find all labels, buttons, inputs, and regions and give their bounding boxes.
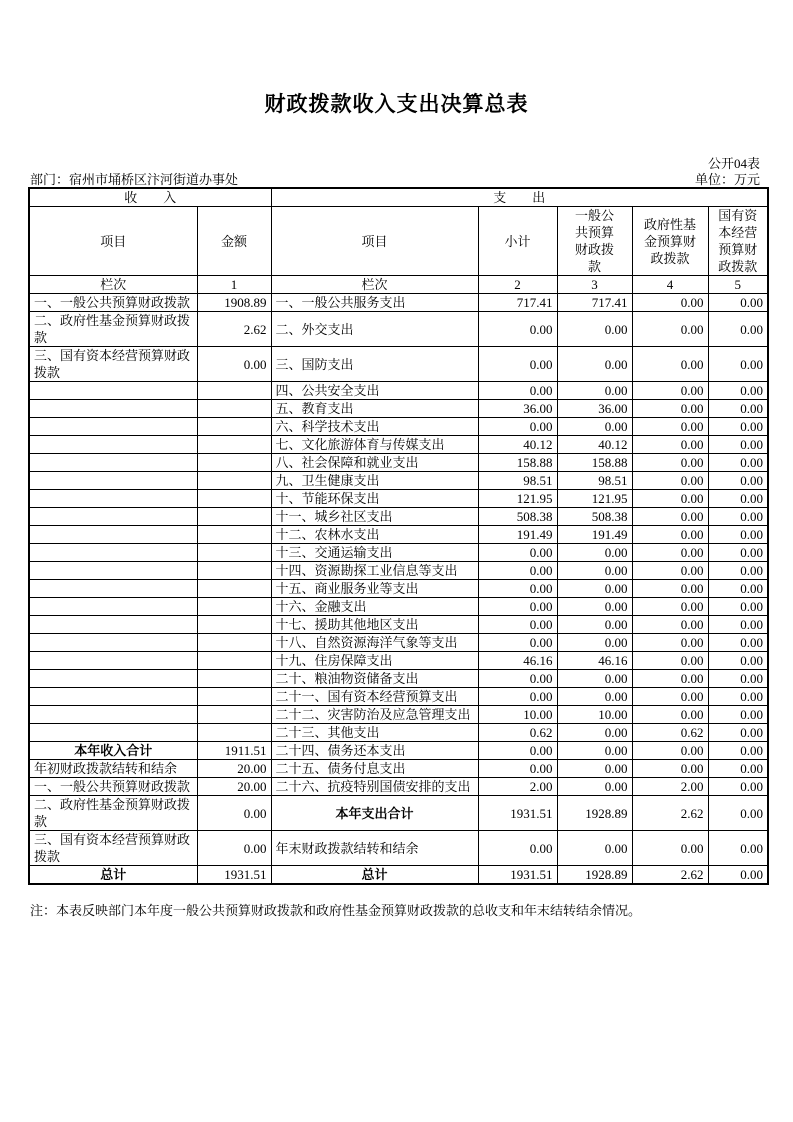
expense-header: 支 出 <box>271 188 768 207</box>
subtotal-value: 0.00 <box>478 634 557 652</box>
subtotal-value: 0.00 <box>478 382 557 400</box>
income-amount: 0.00 <box>197 831 271 866</box>
income-amount-header: 金额 <box>197 207 271 276</box>
table-row <box>29 831 768 866</box>
fund-budget-value: 0.00 <box>632 688 708 706</box>
state-capital-value: 0.00 <box>708 706 768 724</box>
income-item <box>29 526 197 544</box>
general-budget-value: 0.00 <box>557 742 632 760</box>
table-row <box>29 382 768 400</box>
general-budget-value: 0.00 <box>557 670 632 688</box>
col-3: 3 <box>557 276 632 294</box>
income-amount: 0.00 <box>197 347 271 382</box>
state-capital-value: 0.00 <box>708 742 768 760</box>
table-row <box>29 760 768 778</box>
table-row <box>29 706 768 724</box>
table-row <box>29 652 768 670</box>
fund-budget-value: 0.00 <box>632 562 708 580</box>
fund-budget-value: 0.00 <box>632 454 708 472</box>
expense-item: 二十四、债务还本支出 <box>271 742 478 760</box>
income-item: 三、国有资本经营预算财政拨款 <box>29 347 197 382</box>
general-budget-value: 121.95 <box>557 490 632 508</box>
income-amount <box>197 616 271 634</box>
table-row <box>29 508 768 526</box>
general-budget-value: 0.00 <box>557 312 632 347</box>
table-row <box>29 742 768 760</box>
fund-budget-value: 0.00 <box>632 508 708 526</box>
general-budget-value: 98.51 <box>557 472 632 490</box>
income-item: 二、政府性基金预算财政拨款 <box>29 312 197 347</box>
table-row <box>29 724 768 742</box>
income-amount <box>197 670 271 688</box>
state-capital-value: 0.00 <box>708 347 768 382</box>
income-item <box>29 652 197 670</box>
department-label: 部门：宿州市埇桥区汴河街道办事处 <box>30 172 239 187</box>
subtotal-value: 0.00 <box>478 562 557 580</box>
fund-budget-value: 0.00 <box>632 742 708 760</box>
subtotal-value: 0.00 <box>478 688 557 706</box>
state-capital-value: 0.00 <box>708 508 768 526</box>
subtotal-value: 0.00 <box>478 418 557 436</box>
fund-budget-value: 0.00 <box>632 670 708 688</box>
general-budget-value: 0.00 <box>557 831 632 866</box>
expense-item: 十、节能环保支出 <box>271 490 478 508</box>
form-number: 公开04表 <box>707 156 760 171</box>
state-capital-value: 0.00 <box>708 454 768 472</box>
income-item: 一、一般公共预算财政拨款 <box>29 294 197 312</box>
unit-label: 单位：万元 <box>694 172 760 187</box>
income-item <box>29 454 197 472</box>
subtotal-value: 0.00 <box>478 312 557 347</box>
income-amount <box>197 382 271 400</box>
state-capital-value: 0.00 <box>708 652 768 670</box>
state-capital-value: 0.00 <box>708 796 768 831</box>
fund-budget-value: 0.00 <box>632 634 708 652</box>
state-capital-value: 0.00 <box>708 616 768 634</box>
income-item <box>29 724 197 742</box>
general-budget-value: 1928.89 <box>557 796 632 831</box>
expense-item: 十八、自然资源海洋气象等支出 <box>271 634 478 652</box>
fund-budget-value: 0.00 <box>632 544 708 562</box>
table-row <box>29 616 768 634</box>
income-amount <box>197 580 271 598</box>
fund-budget-value: 0.00 <box>632 831 708 866</box>
table-row <box>29 454 768 472</box>
subtotal-value: 191.49 <box>478 526 557 544</box>
table-row <box>29 796 768 831</box>
income-header: 收 入 <box>29 188 271 207</box>
state-capital-value: 0.00 <box>708 778 768 796</box>
income-amount <box>197 544 271 562</box>
income-item <box>29 670 197 688</box>
expense-item: 十五、商业服务业等支出 <box>271 580 478 598</box>
col-5: 5 <box>708 276 768 294</box>
table-row <box>29 580 768 598</box>
income-item <box>29 472 197 490</box>
state-capital-value: 0.00 <box>708 526 768 544</box>
state-capital-value: 0.00 <box>708 598 768 616</box>
state-capital-value: 0.00 <box>708 382 768 400</box>
col-1: 1 <box>197 276 271 294</box>
state-capital-value: 0.00 <box>708 688 768 706</box>
income-amount <box>197 688 271 706</box>
income-item <box>29 508 197 526</box>
fund-budget-value: 0.00 <box>632 382 708 400</box>
expense-item: 十三、交通运输支出 <box>271 544 478 562</box>
subtotal-value: 0.00 <box>478 598 557 616</box>
expense-item: 七、文化旅游体育与传媒支出 <box>271 436 478 454</box>
fund-budget-value: 0.00 <box>632 347 708 382</box>
income-item <box>29 544 197 562</box>
expense-item: 八、社会保障和就业支出 <box>271 454 478 472</box>
col-2: 2 <box>478 276 557 294</box>
income-amount: 1931.51 <box>197 866 271 885</box>
income-amount <box>197 706 271 724</box>
income-amount <box>197 472 271 490</box>
fund-budget-value: 0.00 <box>632 598 708 616</box>
table-row <box>29 400 768 418</box>
budget-table <box>28 187 769 885</box>
general-budget-value: 0.00 <box>557 778 632 796</box>
fund-budget-value: 0.00 <box>632 400 708 418</box>
general-budget-value: 0.00 <box>557 382 632 400</box>
fund-budget-value: 0.00 <box>632 312 708 347</box>
expense-item: 三、国防支出 <box>271 347 478 382</box>
general-budget-value: 10.00 <box>557 706 632 724</box>
fund-budget-value: 0.00 <box>632 760 708 778</box>
fund-budget-value: 0.00 <box>632 616 708 634</box>
general-budget-value: 508.38 <box>557 508 632 526</box>
expense-item: 二十一、国有资本经营预算支出 <box>271 688 478 706</box>
income-item <box>29 562 197 580</box>
fund-budget-header: 政府性基金预算财政拨款 <box>632 207 708 276</box>
subtotal-value: 158.88 <box>478 454 557 472</box>
income-item <box>29 382 197 400</box>
expense-item: 二十五、债务付息支出 <box>271 760 478 778</box>
state-capital-value: 0.00 <box>708 760 768 778</box>
general-budget-value: 717.41 <box>557 294 632 312</box>
state-capital-value: 0.00 <box>708 831 768 866</box>
state-capital-value: 0.00 <box>708 580 768 598</box>
subtotal-value: 0.00 <box>478 544 557 562</box>
general-budget-value: 46.16 <box>557 652 632 670</box>
fund-budget-value: 0.00 <box>632 418 708 436</box>
general-budget-value: 0.00 <box>557 347 632 382</box>
income-item: 本年收入合计 <box>29 742 197 760</box>
expense-item: 十六、金融支出 <box>271 598 478 616</box>
column-header-row <box>29 207 768 276</box>
income-amount: 0.00 <box>197 796 271 831</box>
income-amount <box>197 418 271 436</box>
expense-item: 十四、资源勘探工业信息等支出 <box>271 562 478 580</box>
income-amount <box>197 454 271 472</box>
table-row <box>29 670 768 688</box>
expense-item: 五、教育支出 <box>271 400 478 418</box>
col-label: 栏次 <box>29 276 197 294</box>
subtotal-header: 小计 <box>478 207 557 276</box>
expense-item-header: 项目 <box>271 207 478 276</box>
general-budget-value: 0.00 <box>557 688 632 706</box>
general-budget-value: 0.00 <box>557 760 632 778</box>
table-row <box>29 472 768 490</box>
income-amount: 2.62 <box>197 312 271 347</box>
income-item: 二、政府性基金预算财政拨款 <box>29 796 197 831</box>
state-capital-value: 0.00 <box>708 562 768 580</box>
expense-item: 十二、农林水支出 <box>271 526 478 544</box>
income-amount <box>197 598 271 616</box>
table-row <box>29 866 768 885</box>
state-capital-value: 0.00 <box>708 490 768 508</box>
subtotal-value: 0.00 <box>478 831 557 866</box>
expense-item: 四、公共安全支出 <box>271 382 478 400</box>
income-item <box>29 598 197 616</box>
income-item: 总计 <box>29 866 197 885</box>
table-row <box>29 634 768 652</box>
state-capital-value: 0.00 <box>708 294 768 312</box>
income-item <box>29 400 197 418</box>
income-amount <box>197 508 271 526</box>
expense-item: 十一、城乡社区支出 <box>271 508 478 526</box>
income-item: 年初财政拨款结转和结余 <box>29 760 197 778</box>
income-item: 三、国有资本经营预算财政拨款 <box>29 831 197 866</box>
state-capital-value: 0.00 <box>708 472 768 490</box>
general-budget-value: 36.00 <box>557 400 632 418</box>
fund-budget-value: 2.00 <box>632 778 708 796</box>
subtotal-value: 0.00 <box>478 616 557 634</box>
fund-budget-value: 0.00 <box>632 526 708 544</box>
table-row <box>29 347 768 382</box>
expense-item: 本年支出合计 <box>271 796 478 831</box>
income-amount <box>197 724 271 742</box>
state-capital-value: 0.00 <box>708 418 768 436</box>
col-label-2: 栏次 <box>271 276 478 294</box>
expense-item: 二十六、抗疫特别国债安排的支出 <box>271 778 478 796</box>
subtotal-value: 0.62 <box>478 724 557 742</box>
income-amount <box>197 526 271 544</box>
subtotal-value: 508.38 <box>478 508 557 526</box>
col-4: 4 <box>632 276 708 294</box>
page-title: 财政拨款收入支出决算总表 <box>264 92 529 116</box>
expense-item: 总计 <box>271 866 478 885</box>
fund-budget-value: 0.62 <box>632 724 708 742</box>
general-budget-value: 191.49 <box>557 526 632 544</box>
general-budget-value: 0.00 <box>557 616 632 634</box>
expense-item: 二十二、灾害防治及应急管理支出 <box>271 706 478 724</box>
subtotal-value: 10.00 <box>478 706 557 724</box>
general-budget-value: 0.00 <box>557 724 632 742</box>
expense-item: 十九、住房保障支出 <box>271 652 478 670</box>
column-number-row <box>29 276 768 294</box>
expense-item: 二、外交支出 <box>271 312 478 347</box>
income-amount <box>197 490 271 508</box>
subtotal-value: 46.16 <box>478 652 557 670</box>
subtotal-value: 2.00 <box>478 778 557 796</box>
state-capital-value: 0.00 <box>708 634 768 652</box>
table-row <box>29 490 768 508</box>
general-budget-value: 0.00 <box>557 580 632 598</box>
subtotal-value: 0.00 <box>478 760 557 778</box>
state-capital-value: 0.00 <box>708 724 768 742</box>
general-budget-header: 一般公共预算财政拨款 <box>557 207 632 276</box>
table-row <box>29 418 768 436</box>
income-amount: 1908.89 <box>197 294 271 312</box>
subtotal-value: 121.95 <box>478 490 557 508</box>
expense-item: 二十三、其他支出 <box>271 724 478 742</box>
income-item <box>29 418 197 436</box>
subtotal-value: 1931.51 <box>478 866 557 885</box>
fund-budget-value: 2.62 <box>632 866 708 885</box>
income-item <box>29 436 197 454</box>
income-amount: 20.00 <box>197 760 271 778</box>
table-row <box>29 312 768 347</box>
fund-budget-value: 0.00 <box>632 490 708 508</box>
income-item <box>29 580 197 598</box>
general-budget-value: 0.00 <box>557 544 632 562</box>
income-amount: 20.00 <box>197 778 271 796</box>
fund-budget-value: 0.00 <box>632 472 708 490</box>
expense-item: 一、一般公共服务支出 <box>271 294 478 312</box>
income-amount <box>197 652 271 670</box>
income-amount: 1911.51 <box>197 742 271 760</box>
income-amount <box>197 562 271 580</box>
table-row <box>29 294 768 312</box>
expense-item: 九、卫生健康支出 <box>271 472 478 490</box>
state-capital-value: 0.00 <box>708 436 768 454</box>
general-budget-value: 1928.89 <box>557 866 632 885</box>
table-row <box>29 562 768 580</box>
fund-budget-value: 0.00 <box>632 294 708 312</box>
subtotal-value: 0.00 <box>478 670 557 688</box>
subtotal-value: 717.41 <box>478 294 557 312</box>
fund-budget-value: 0.00 <box>632 436 708 454</box>
expense-item: 年末财政拨款结转和结余 <box>271 831 478 866</box>
table-row <box>29 436 768 454</box>
income-item <box>29 706 197 724</box>
expense-item: 十七、援助其他地区支出 <box>271 616 478 634</box>
general-budget-value: 40.12 <box>557 436 632 454</box>
general-budget-value: 0.00 <box>557 562 632 580</box>
subtotal-value: 0.00 <box>478 580 557 598</box>
income-item <box>29 634 197 652</box>
subtotal-value: 0.00 <box>478 742 557 760</box>
income-item <box>29 616 197 634</box>
income-amount <box>197 436 271 454</box>
subtotal-value: 40.12 <box>478 436 557 454</box>
section-header-row <box>29 188 768 207</box>
income-item: 一、一般公共预算财政拨款 <box>29 778 197 796</box>
state-capital-value: 0.00 <box>708 670 768 688</box>
expense-item: 二十、粮油物资储备支出 <box>271 670 478 688</box>
income-amount <box>197 400 271 418</box>
fund-budget-value: 0.00 <box>632 706 708 724</box>
fund-budget-value: 2.62 <box>632 796 708 831</box>
state-capital-value: 0.00 <box>708 866 768 885</box>
income-item <box>29 688 197 706</box>
subtotal-value: 98.51 <box>478 472 557 490</box>
fund-budget-value: 0.00 <box>632 652 708 670</box>
general-budget-value: 158.88 <box>557 454 632 472</box>
state-capital-value: 0.00 <box>708 544 768 562</box>
fund-budget-value: 0.00 <box>632 580 708 598</box>
expense-item: 六、科学技术支出 <box>271 418 478 436</box>
state-capital-value: 0.00 <box>708 312 768 347</box>
subtotal-value: 1931.51 <box>478 796 557 831</box>
subtotal-value: 0.00 <box>478 347 557 382</box>
general-budget-value: 0.00 <box>557 598 632 616</box>
footnote: 注：本表反映部门本年度一般公共预算财政拨款和政府性基金预算财政拨款的总收支和年末结转结余情况。 <box>30 903 642 918</box>
table-row <box>29 544 768 562</box>
income-amount <box>197 634 271 652</box>
general-budget-value: 0.00 <box>557 634 632 652</box>
general-budget-value: 0.00 <box>557 418 632 436</box>
income-item-header: 项目 <box>29 207 197 276</box>
state-capital-header: 国有资本经营预算财政拨款 <box>708 207 768 276</box>
table-row <box>29 778 768 796</box>
subtotal-value: 36.00 <box>478 400 557 418</box>
table-row <box>29 598 768 616</box>
table-row <box>29 526 768 544</box>
income-item <box>29 490 197 508</box>
table-row <box>29 688 768 706</box>
state-capital-value: 0.00 <box>708 400 768 418</box>
